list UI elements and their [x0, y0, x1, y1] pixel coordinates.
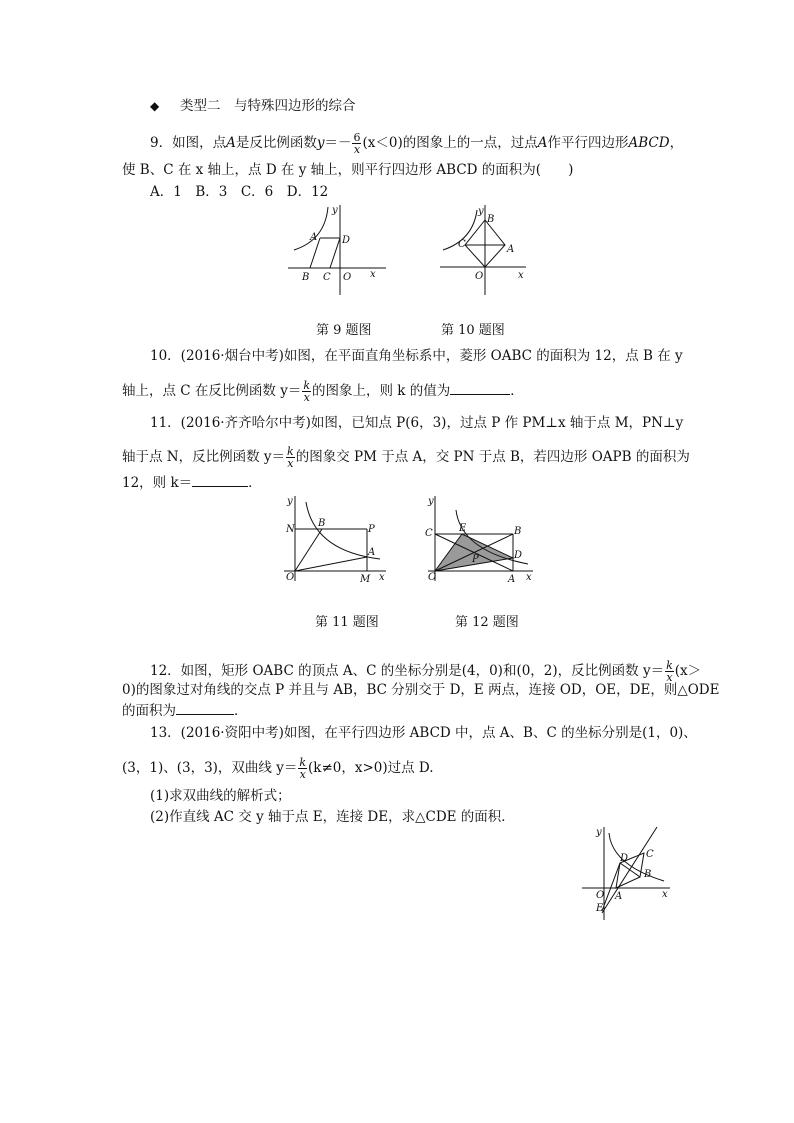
- q11-line2: 轴于点 N，反比例函数 y＝ $\frac{k}{x}$ 的图象交 PM 于点 A，交 PN 于点 B，若四边形 OAPB 的面积为: [122, 445, 690, 470]
- fig13-label-E: E: [596, 903, 604, 914]
- fig10-label-x: x: [518, 270, 524, 281]
- fig12-label-P: P: [472, 554, 479, 565]
- q12-line1: 12．如图，矩形 OABC 的顶点 A、C 的坐标分别是(4，0)和(0，2)，反比例函数 y＝ $\frac{k}{x}$ (x＞: [150, 659, 702, 684]
- q10-line2: 轴上，点 C 在反比例函数 y＝ $\frac{k}{x}$ 的图象上，则 k 的值为 ．: [122, 379, 524, 404]
- fig13-label-O: O: [596, 890, 605, 901]
- fig12-label-D: D: [514, 550, 523, 561]
- q12-line2: 0)的图象过对角线的交点 P 并且与 AB，BC 分别交于 D，E 两点，连接 OD，OE，DE，则△ODE: [122, 682, 720, 698]
- q12-line3: 的面积为 ．: [122, 703, 248, 719]
- fig11-label-O: O: [286, 572, 295, 583]
- figure-10: [440, 205, 540, 305]
- fig11-label-P: P: [368, 524, 375, 535]
- figure-12: [425, 496, 538, 586]
- figure-11: [284, 496, 394, 586]
- fig12-label-O: O: [428, 572, 437, 583]
- fig13-label-D: D: [620, 853, 629, 864]
- fig13-label-y: y: [596, 827, 602, 838]
- fig13-label-C: C: [646, 849, 654, 860]
- fig9-label-C: C: [323, 272, 331, 283]
- fig10-label-B: B: [487, 214, 495, 225]
- q13-sub1: (1)求双曲线的解析式；: [150, 788, 291, 804]
- fig12-label-y: y: [428, 496, 434, 507]
- q13-line2: (3，1)、(3，3)，双曲线 y＝ $\frac{k}{x}$ (k≠0，x>0)过点 D.: [122, 756, 434, 781]
- fig11-label-x: x: [379, 572, 385, 583]
- fig11-label-y: y: [287, 496, 293, 507]
- section-bullet: ◆: [150, 99, 160, 113]
- fig11-label-B: B: [318, 518, 326, 529]
- q12-answer-blank[interactable]: [176, 714, 234, 715]
- fig12-caption: 第 12 题图: [455, 615, 519, 630]
- fig9-label-A: A: [310, 232, 318, 243]
- section-title: 类型二 与特殊四边形的综合: [180, 98, 356, 114]
- q13-line1: 13．(2016·资阳中考)如图，在平行四边形 ABCD 中，点 A、B、C 的坐标分别是(1，0)、: [150, 725, 697, 741]
- fig12-label-B: B: [514, 526, 522, 537]
- q9-options: A．1 B．3 C．6 D．12: [150, 184, 329, 200]
- q13-fraction: $\frac{k}{x}$: [299, 756, 307, 781]
- q9-fraction: $\frac{6}{x}$: [353, 131, 361, 156]
- q12-fraction: $\frac{k}{x}$: [666, 659, 673, 684]
- q9-line2: 使 B、C 在 x 轴上，点 D 在 y 轴上，则平行四边形 ABCD 的面积为( ): [122, 162, 574, 178]
- fig11-label-N: N: [286, 524, 295, 535]
- q10-fraction: $\frac{k}{x}$: [303, 379, 311, 404]
- fig12-label-x: x: [526, 572, 532, 583]
- q9-line1: 9．如图，点A是反比例函数y＝－ $\frac{6}{x}$ (x＜0)的图象上的一点，过点A作平行四边形ABCD，: [150, 131, 684, 156]
- fig12-label-C: C: [425, 528, 433, 539]
- fig11-caption: 第 11 题图: [315, 615, 379, 630]
- q11-answer-blank[interactable]: [192, 486, 248, 487]
- q11-line3: 12，则 k＝ ．: [122, 475, 262, 491]
- fig9-label-O: O: [343, 272, 352, 283]
- fig13-label-B: B: [644, 869, 652, 880]
- fig10-label-O: O: [475, 271, 484, 282]
- fig9-label-D: D: [342, 235, 351, 246]
- fig11-label-A: A: [368, 547, 376, 558]
- q10-line1: 10．(2016·烟台中考)如图，在平面直角坐标系中，菱形 OABC 的面积为 12，点 B 在 y: [150, 348, 683, 364]
- fig13-label-x: x: [662, 889, 668, 900]
- figure-9: [288, 205, 388, 305]
- fig10-label-y: y: [478, 206, 484, 217]
- fig12-label-A: A: [508, 574, 516, 585]
- fig10-caption: 第 10 题图: [441, 323, 505, 338]
- fig11-label-M: M: [360, 574, 371, 585]
- fig9-label-B: B: [302, 272, 310, 283]
- q13-sub2: (2)作直线 AC 交 y 轴于点 E，连接 DE，求△CDE 的面积．: [150, 809, 515, 825]
- fig9-caption: 第 9 题图: [316, 323, 372, 338]
- fig13-label-A: A: [615, 891, 623, 902]
- figure-13: [582, 825, 682, 925]
- fig12-label-E: E: [459, 523, 467, 534]
- q11-line1: 11．(2016·齐齐哈尔中考)如图，已知点 P(6，3)，过点 P 作 PM⊥x 轴于点 M，PN⊥y: [150, 415, 684, 431]
- fig10-label-C: C: [458, 239, 466, 250]
- q10-answer-blank[interactable]: [450, 394, 510, 395]
- q11-fraction: $\frac{k}{x}$: [287, 445, 294, 470]
- fig9-label-x: x: [370, 269, 376, 280]
- fig9-label-y: y: [332, 205, 338, 216]
- fig10-label-A: A: [507, 244, 515, 255]
